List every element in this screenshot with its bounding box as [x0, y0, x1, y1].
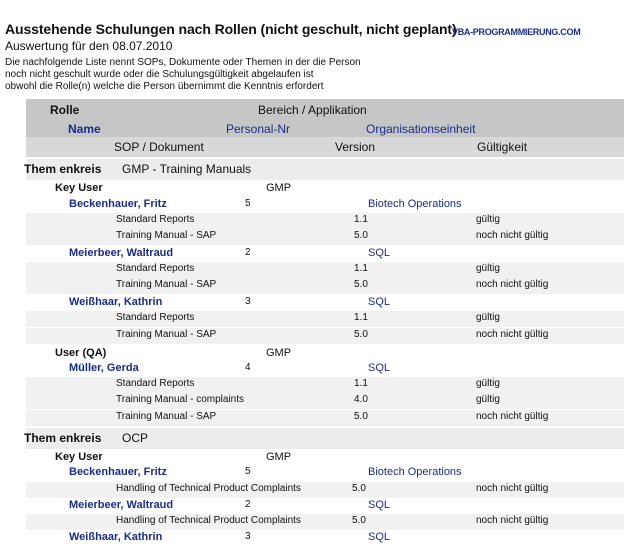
person-row [0, 530, 644, 544]
detail-row [26, 514, 624, 530]
document-status: gültig [476, 312, 500, 323]
document-version: 5.0 [354, 230, 368, 241]
document-name: Training Manual - SAP [116, 329, 217, 340]
document-name: Training Manual - SAP [116, 279, 217, 290]
person-org: SQL [368, 362, 391, 374]
column-header-bereich: Bereich / Applikation [258, 103, 367, 117]
detail-row [26, 328, 624, 344]
person-row [0, 361, 644, 377]
role-name: User (QA) [55, 347, 107, 359]
role-area: GMP [266, 451, 292, 463]
document-version: 1.1 [354, 263, 368, 274]
person-org: SQL [368, 499, 391, 511]
detail-row [26, 213, 624, 229]
document-status: gültig [476, 214, 500, 225]
document-version: 5.0 [354, 279, 368, 290]
person-row [0, 498, 644, 514]
column-header-rolle: Rolle [50, 103, 80, 117]
document-name: Standard Reports [116, 214, 195, 225]
document-name: Training Manual - SAP [116, 411, 217, 422]
detail-row [26, 482, 624, 498]
person-org: Biotech Operations [368, 198, 462, 210]
person-name: Weißhaar, Kathrin [69, 296, 163, 308]
person-org: SQL [368, 247, 391, 259]
document-name: Standard Reports [116, 378, 195, 389]
role-row [0, 181, 644, 197]
detail-row [26, 410, 624, 426]
document-status: noch nicht gültig [476, 515, 549, 526]
detail-row [26, 393, 624, 409]
person-org: SQL [368, 296, 391, 308]
theme-label: Them enkreis [24, 162, 102, 176]
brand-logo-text[interactable]: VBA-PROGRAMMIERUNG.COM [452, 27, 581, 37]
person-number: 2 [245, 247, 251, 258]
person-row [0, 197, 644, 213]
document-status: gültig [476, 394, 500, 405]
role-area: GMP [266, 182, 292, 194]
person-org: SQL [368, 531, 391, 543]
person-number: 3 [245, 531, 251, 542]
document-version: 5.0 [352, 515, 366, 526]
role-name: Key User [55, 182, 103, 194]
column-header-version: Version [335, 140, 376, 154]
person-number: 5 [245, 198, 251, 209]
document-version: 1.1 [354, 214, 368, 225]
document-name: Training Manual - complaints [116, 394, 245, 405]
document-name: Standard Reports [116, 263, 195, 274]
person-number: 5 [245, 466, 251, 477]
document-version: 4.0 [354, 394, 368, 405]
description-line: noch nicht geschult wurde oder die Schulungsgültigkeit abgelaufen ist [5, 69, 314, 80]
report-date: Auswertung für den 08.07.2010 [5, 39, 173, 53]
theme-value: GMP - Training Manuals [122, 162, 252, 176]
person-name: Beckenhauer, Fritz [69, 198, 167, 210]
person-number: 2 [245, 499, 251, 510]
column-header-gueltigkeit: Gültigkeit [477, 140, 528, 154]
document-status: noch nicht gültig [476, 279, 549, 290]
person-name: Meierbeer, Waltraud [69, 499, 174, 511]
column-header-primary [26, 99, 624, 137]
person-row [0, 295, 644, 311]
document-status: noch nicht gültig [476, 329, 549, 340]
theme-label: Them enkreis [24, 431, 102, 445]
person-row [0, 465, 644, 481]
document-version: 5.0 [352, 483, 366, 494]
column-header-org: Organisationseinheit [366, 122, 476, 136]
theme-band [26, 428, 624, 449]
document-name: Handling of Technical Product Complaints [116, 515, 301, 526]
role-row [0, 346, 644, 362]
person-row [0, 246, 644, 262]
document-status: gültig [476, 263, 500, 274]
column-header-secondary [26, 137, 624, 157]
column-header-personal-nr: Personal-Nr [226, 122, 291, 136]
theme-value: OCP [122, 431, 149, 445]
column-header-sop: SOP / Dokument [114, 140, 204, 154]
detail-row [26, 262, 624, 278]
person-name: Weißhaar, Kathrin [69, 531, 163, 543]
theme-band [26, 159, 624, 180]
document-version: 5.0 [354, 329, 368, 340]
description-line: obwohl die Rolle(n) welche die Person übernimmt die Kenntnis erfordert [5, 81, 324, 92]
role-area: GMP [266, 347, 292, 359]
role-name: Key User [55, 451, 103, 463]
detail-row [26, 229, 624, 245]
document-name: Training Manual - SAP [116, 230, 217, 241]
detail-row [26, 311, 624, 327]
person-name: Beckenhauer, Fritz [69, 466, 167, 478]
detail-row [26, 377, 624, 393]
person-name: Meierbeer, Waltraud [69, 247, 174, 259]
document-name: Standard Reports [116, 312, 195, 323]
column-header-name: Name [68, 122, 101, 136]
document-version: 1.1 [354, 312, 368, 323]
person-number: 3 [245, 296, 251, 307]
document-version: 1.1 [354, 378, 368, 389]
document-version: 5.0 [354, 411, 368, 422]
document-status: noch nicht gültig [476, 230, 549, 241]
description-line: Die nachfolgende Liste nennt SOPs, Dokumente oder Themen in der die Person [5, 57, 361, 68]
person-name: Müller, Gerda [69, 362, 139, 374]
document-status: noch nicht gültig [476, 411, 549, 422]
document-name: Handling of Technical Product Complaints [116, 483, 301, 494]
document-status: noch nicht gültig [476, 483, 549, 494]
document-status: gültig [476, 378, 500, 389]
detail-row [26, 278, 624, 294]
person-number: 4 [245, 362, 251, 373]
report-title: Ausstehende Schulungen nach Rollen (nicht geschult, nicht geplant) [5, 21, 457, 37]
role-row [0, 450, 644, 466]
person-org: Biotech Operations [368, 466, 462, 478]
report-description [5, 57, 361, 93]
